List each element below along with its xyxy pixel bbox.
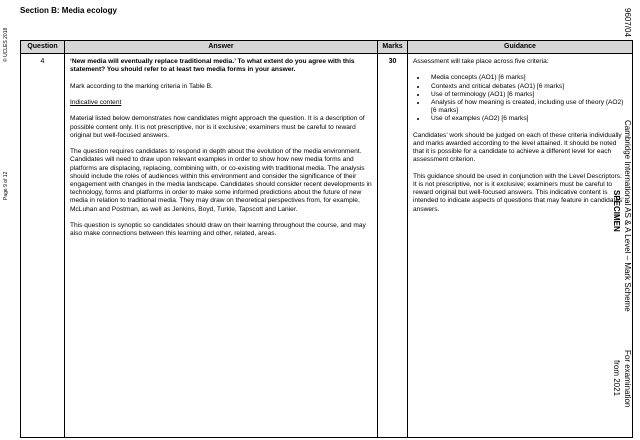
exam-line-1: For examination: [623, 350, 632, 408]
indicative-content-heading: Indicative content: [70, 98, 122, 106]
answer-paragraph-3: This question is synoptic so candidates should draw on their learning throughout the course, and may also make connections between this learning and other, related, areas.: [70, 221, 366, 238]
criteria-list: [413, 74, 627, 123]
table-header-row: [21, 41, 633, 54]
mark-instruction: Mark according to the marking criteria in Table B.: [70, 82, 213, 90]
question-text: ‘New media will eventually replace traditional media.’ To what extent do you agree with this statement? You should refer to at least two media forms in your answer.: [70, 58, 355, 74]
copyright-notice: © UCLES 2018: [3, 27, 9, 62]
syllabus-code: 9607/04: [623, 8, 632, 37]
list-item: • Use of terminology (AO1) [6 marks]: [427, 91, 627, 99]
header-answer: Answer: [65, 41, 378, 54]
header-guidance: Guidance: [408, 41, 633, 54]
header-marks: Marks: [378, 41, 408, 54]
specimen-label: SPECIMEN: [612, 190, 621, 232]
list-item: • Use of examples (AO2) [6 marks]: [427, 115, 627, 123]
qualification-title: Cambridge International AS & A Level – Mark Scheme: [623, 120, 632, 312]
page-number: Page 9 of 12: [3, 171, 9, 200]
list-item: • Contexts and critical debates (AO1) [6 marks]: [427, 83, 627, 91]
section-title: Section B: Media ecology: [20, 6, 117, 15]
guidance-paragraph-2: This guidance should be used in conjunction with the Level Descriptors. It is not prescriptive, nor is it exclusive; examiners must be careful to reward original but well-focused answers. This indicative content is intended to indicate aspects of questions that may feature in candidates’ answers.: [413, 172, 624, 213]
table-row: [21, 54, 633, 438]
guidance-cell: [408, 54, 633, 438]
list-item: • Media concepts (AO1) [6 marks]: [427, 74, 627, 82]
header-question: Question: [21, 41, 65, 54]
mark-scheme-table: [20, 40, 633, 438]
answer-paragraph-2: The question requires candidates to respond in depth about the evolution of the media environment. Candidates will need to draw upon relevant examples in order to show how new media forms and platforms are displacing, replacing, combining with, or co-existing with traditional media. The analysis should include the roles of audiences within this environment and consider the significance of their engagement with changes in the media landscape. Candidates should consider recent developments in technology, forms and platforms in order to make some informed predictions about the future of new media in relation to traditional media. They may draw on theoretical perspectives from, for example, McLuhan and Postman, as well as Jenkins, Boyd, Turkle, Tapscott and Lanier.: [70, 148, 372, 213]
guidance-intro: Assessment will take place across five criteria:: [413, 58, 549, 65]
exam-line-2: from 2021: [612, 360, 621, 397]
guidance-paragraph-1: Candidates’ work should be judged on each of these criteria individually and marks awarded according to the level attained. It should be noted that it is possible for a candidate to achieve a different level for each assessment criterion.: [413, 131, 622, 164]
answer-cell: [65, 54, 378, 438]
marks-value: 30: [378, 54, 408, 438]
answer-paragraph-1: Material listed below demonstrates how candidates might approach the question. It is a description of possible content only. It is not prescriptive, nor is it exclusive; examiners must be careful to reward original but well-focused answers.: [70, 115, 365, 139]
question-number: 4: [21, 54, 65, 438]
list-item: • Analysis of how meaning is created, including use of theory (AO2) [6 marks]: [427, 99, 627, 115]
